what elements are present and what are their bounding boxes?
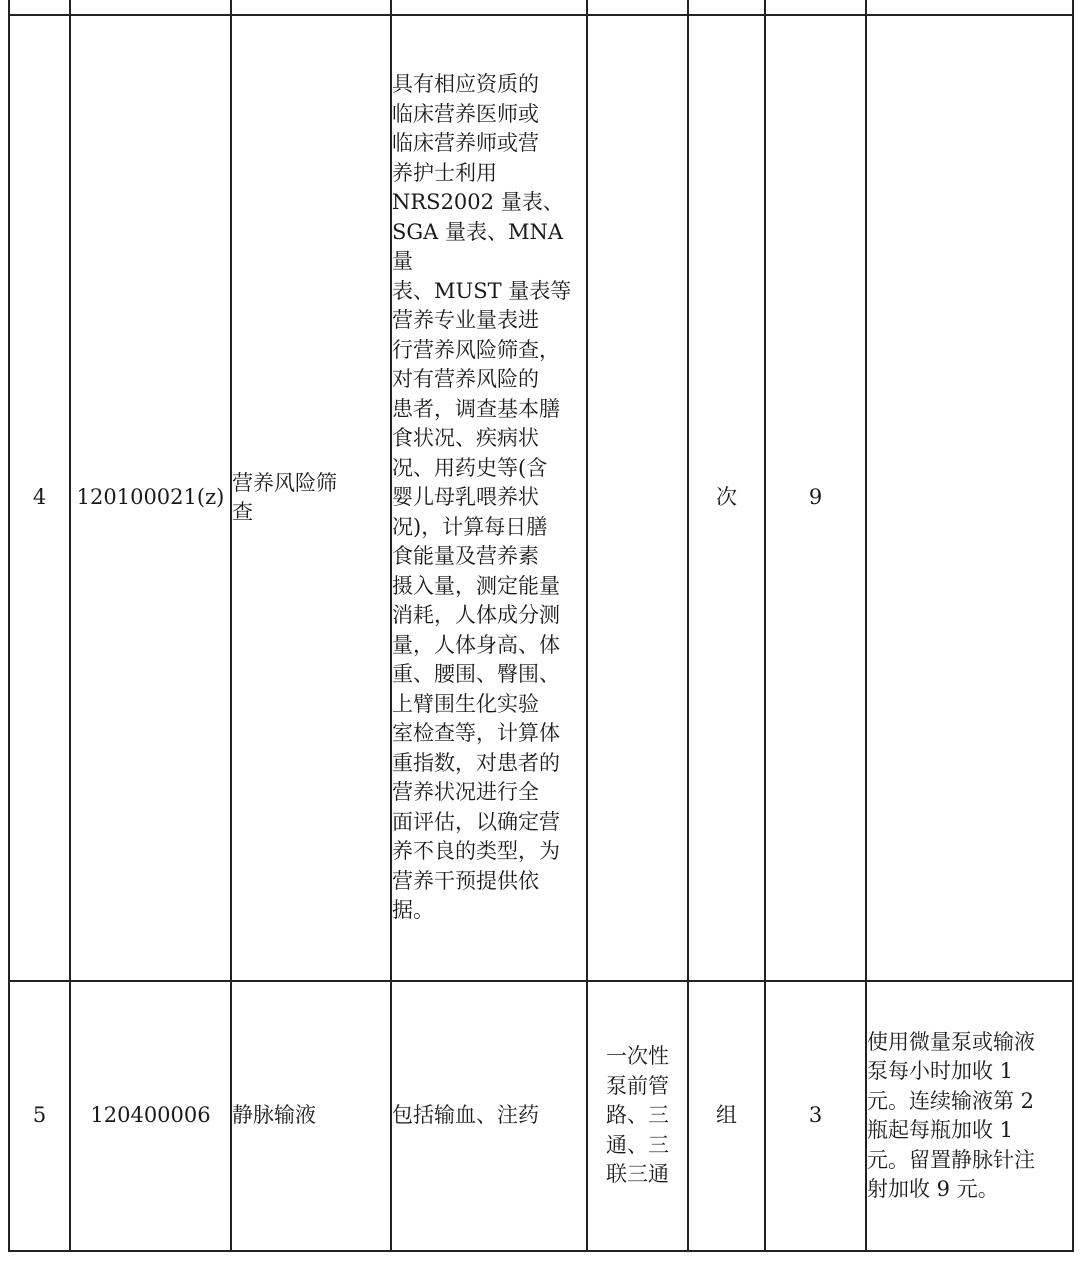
table-row [9,981,1073,1251]
item-content: 包括输血、注药 [391,981,587,1251]
item-name-text: 营养风险筛 查 [232,470,337,524]
row-index: 4 [9,15,70,981]
item-name [231,15,391,981]
item-content: 具有相应资质的 临床营养医师或 临床营养师或营 养护士利用 NRS2002 量表、 SGA 量表、MNA 量 表、MUST 量表等 营养专业量表进 行营养风险筛查， 对有营养风险的 患者，调查基本膳 食状况、疾病状 况、用药史等(含 婴儿母乳喂养状 况)，计算每日膳 食能量及营养素 摄入量，测定能量 消耗，人体成分测 量，人体身高、体 重、腰围、臀围、 上臂围生化实验 室检查等，计算体 重指数，对患者的 营养状况进行全 面评估，以确定营 养不良的类型，为 营养干预提供依 据。 [391,15,587,981]
row-index: 5 [9,981,70,1251]
excluded-items [587,15,688,981]
note [866,15,1073,981]
item-code: 120400006 [70,981,231,1251]
note-text: 使用微量泵或输液 泵每小时加收 1 元。连续输液第 2 瓶起每瓶加收 1 元。留置静脉针注 射加收 9 元。 [867,1029,1035,1201]
item-name-text: 静脉输液 [232,1103,316,1128]
fee-table [8,0,1074,1252]
pricing-unit: 组 [688,981,765,1251]
excluded-items [587,981,688,1251]
table-row-previous-tail [9,0,1073,15]
item-name [231,981,391,1251]
note [866,981,1073,1251]
pricing-unit: 次 [688,15,765,981]
excluded-items-text: 一次性 泵前管 路、三 通、三 联三通 [606,1044,669,1187]
table-row [9,15,1073,981]
price: 3 [765,981,866,1251]
price: 9 [765,15,866,981]
item-code: 120100021(z) [70,15,231,981]
